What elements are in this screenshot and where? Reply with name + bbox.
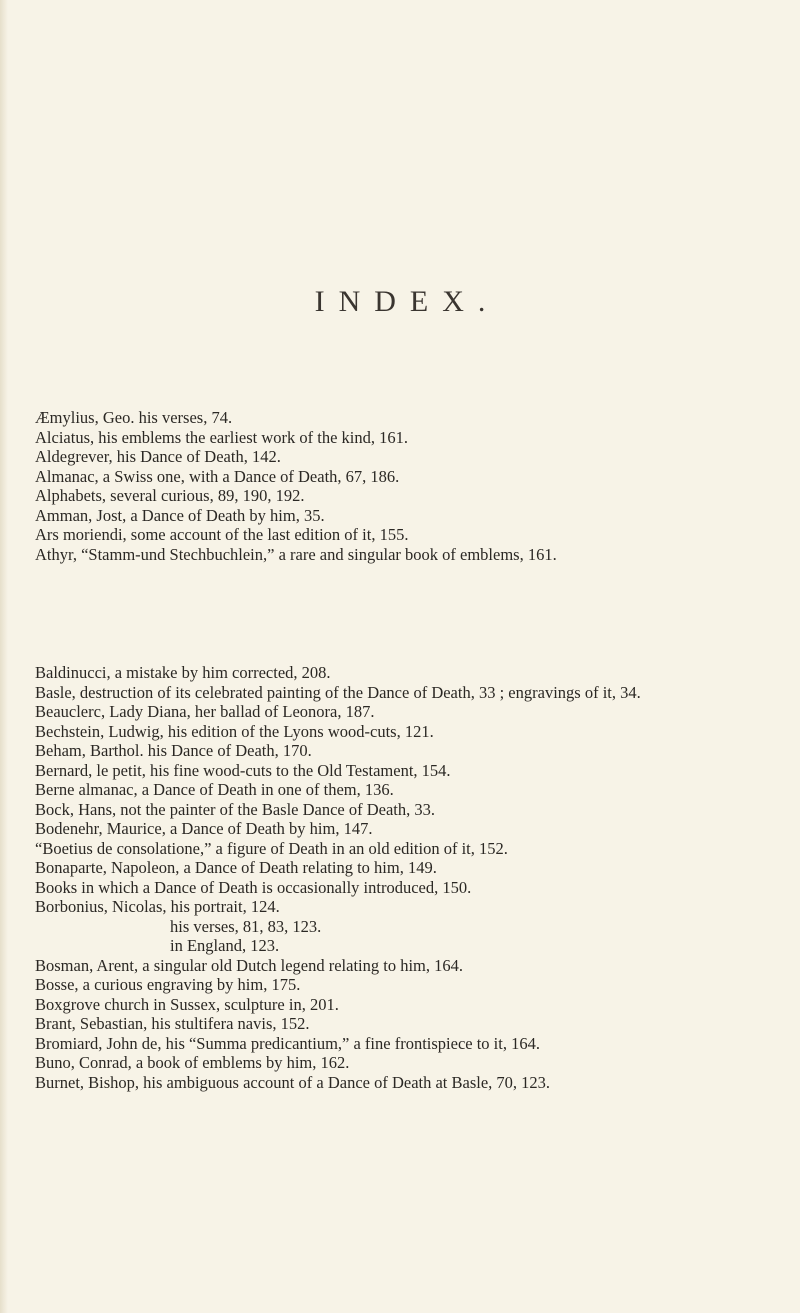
page-title: INDEX. [314, 285, 500, 318]
index-entry: Bodenehr, Maurice, a Dance of Death by him, 147. [35, 819, 373, 838]
index-entry: Amman, Jost, a Dance of Death by him, 35. [35, 505, 325, 525]
index-entry: Bosse, a curious engraving by him, 175. [35, 975, 301, 994]
index-section-a [35, 408, 775, 564]
index-entry: “Boetius de consolatione,” a figure of Death in an old edition of it, 152. [35, 838, 508, 858]
index-entry: Basle, destruction of its celebrated painting of the Dance of Death, 33 ; engravings of it, 34. [35, 682, 641, 702]
index-entry: Baldinucci, a mistake by him corrected, 208. [35, 663, 331, 682]
index-entry: Berne almanac, a Dance of Death in one of them, 136. [35, 780, 394, 799]
index-entry: Alphabets, several curious, 89, 190, 192. [35, 486, 305, 505]
index-entry: Bernard, le petit, his fine wood-cuts to the Old Testament, 154. [35, 760, 451, 780]
index-entry: Athyr, “Stamm-und Stechbuchlein,” a rare and singular book of emblems, 161. [35, 544, 557, 564]
page-gutter-shadow [0, 0, 8, 1313]
index-section-b [35, 663, 775, 1092]
index-entry: Æmylius, Geo. his verses, 74. [35, 408, 233, 427]
index-entry: Brant, Sebastian, his stultifera navis, 152. [35, 1014, 310, 1033]
index-entry: Books in which a Dance of Death is occasionally introduced, 150. [35, 877, 472, 897]
index-entry: Aldegrever, his Dance of Death, 142. [35, 447, 281, 466]
index-entry: Bosman, Arent, a singular old Dutch legend relating to him, 164. [35, 955, 464, 975]
index-entry: Burnet, Bishop, his ambiguous account of a Dance of Death at Basle, 70, 123. [35, 1072, 551, 1092]
index-entry: Almanac, a Swiss one, with a Dance of Death, 67, 186. [35, 466, 400, 486]
index-entry: Beham, Barthol. his Dance of Death, 170. [35, 741, 312, 760]
index-entry: Buno, Conrad, a book of emblems by him, 162. [35, 1053, 350, 1072]
index-entry: Ars moriendi, some account of the last edition of it, 155. [35, 525, 409, 544]
index-entry: Bechstein, Ludwig, his edition of the Lyons wood-cuts, 121. [35, 721, 434, 741]
index-subentry: his verses, 81, 83, 123. [170, 916, 322, 936]
index-entry: Alciatus, his emblems the earliest work of the kind, 161. [35, 427, 409, 447]
index-entry: Boxgrove church in Sussex, sculpture in, 201. [35, 994, 339, 1014]
index-entry: Beauclerc, Lady Diana, her ballad of Leonora, 187. [35, 702, 375, 721]
index-entry: Bock, Hans, not the painter of the Basle Dance of Death, 33. [35, 799, 436, 819]
index-entry: Bromiard, John de, his “Summa predicantium,” a fine frontispiece to it, 164. [35, 1033, 540, 1053]
index-entry: Bonaparte, Napoleon, a Dance of Death relating to him, 149. [35, 858, 437, 877]
index-subentry: in England, 123. [170, 936, 280, 955]
index-entry: Borbonius, Nicolas, his portrait, 124. [35, 897, 280, 916]
